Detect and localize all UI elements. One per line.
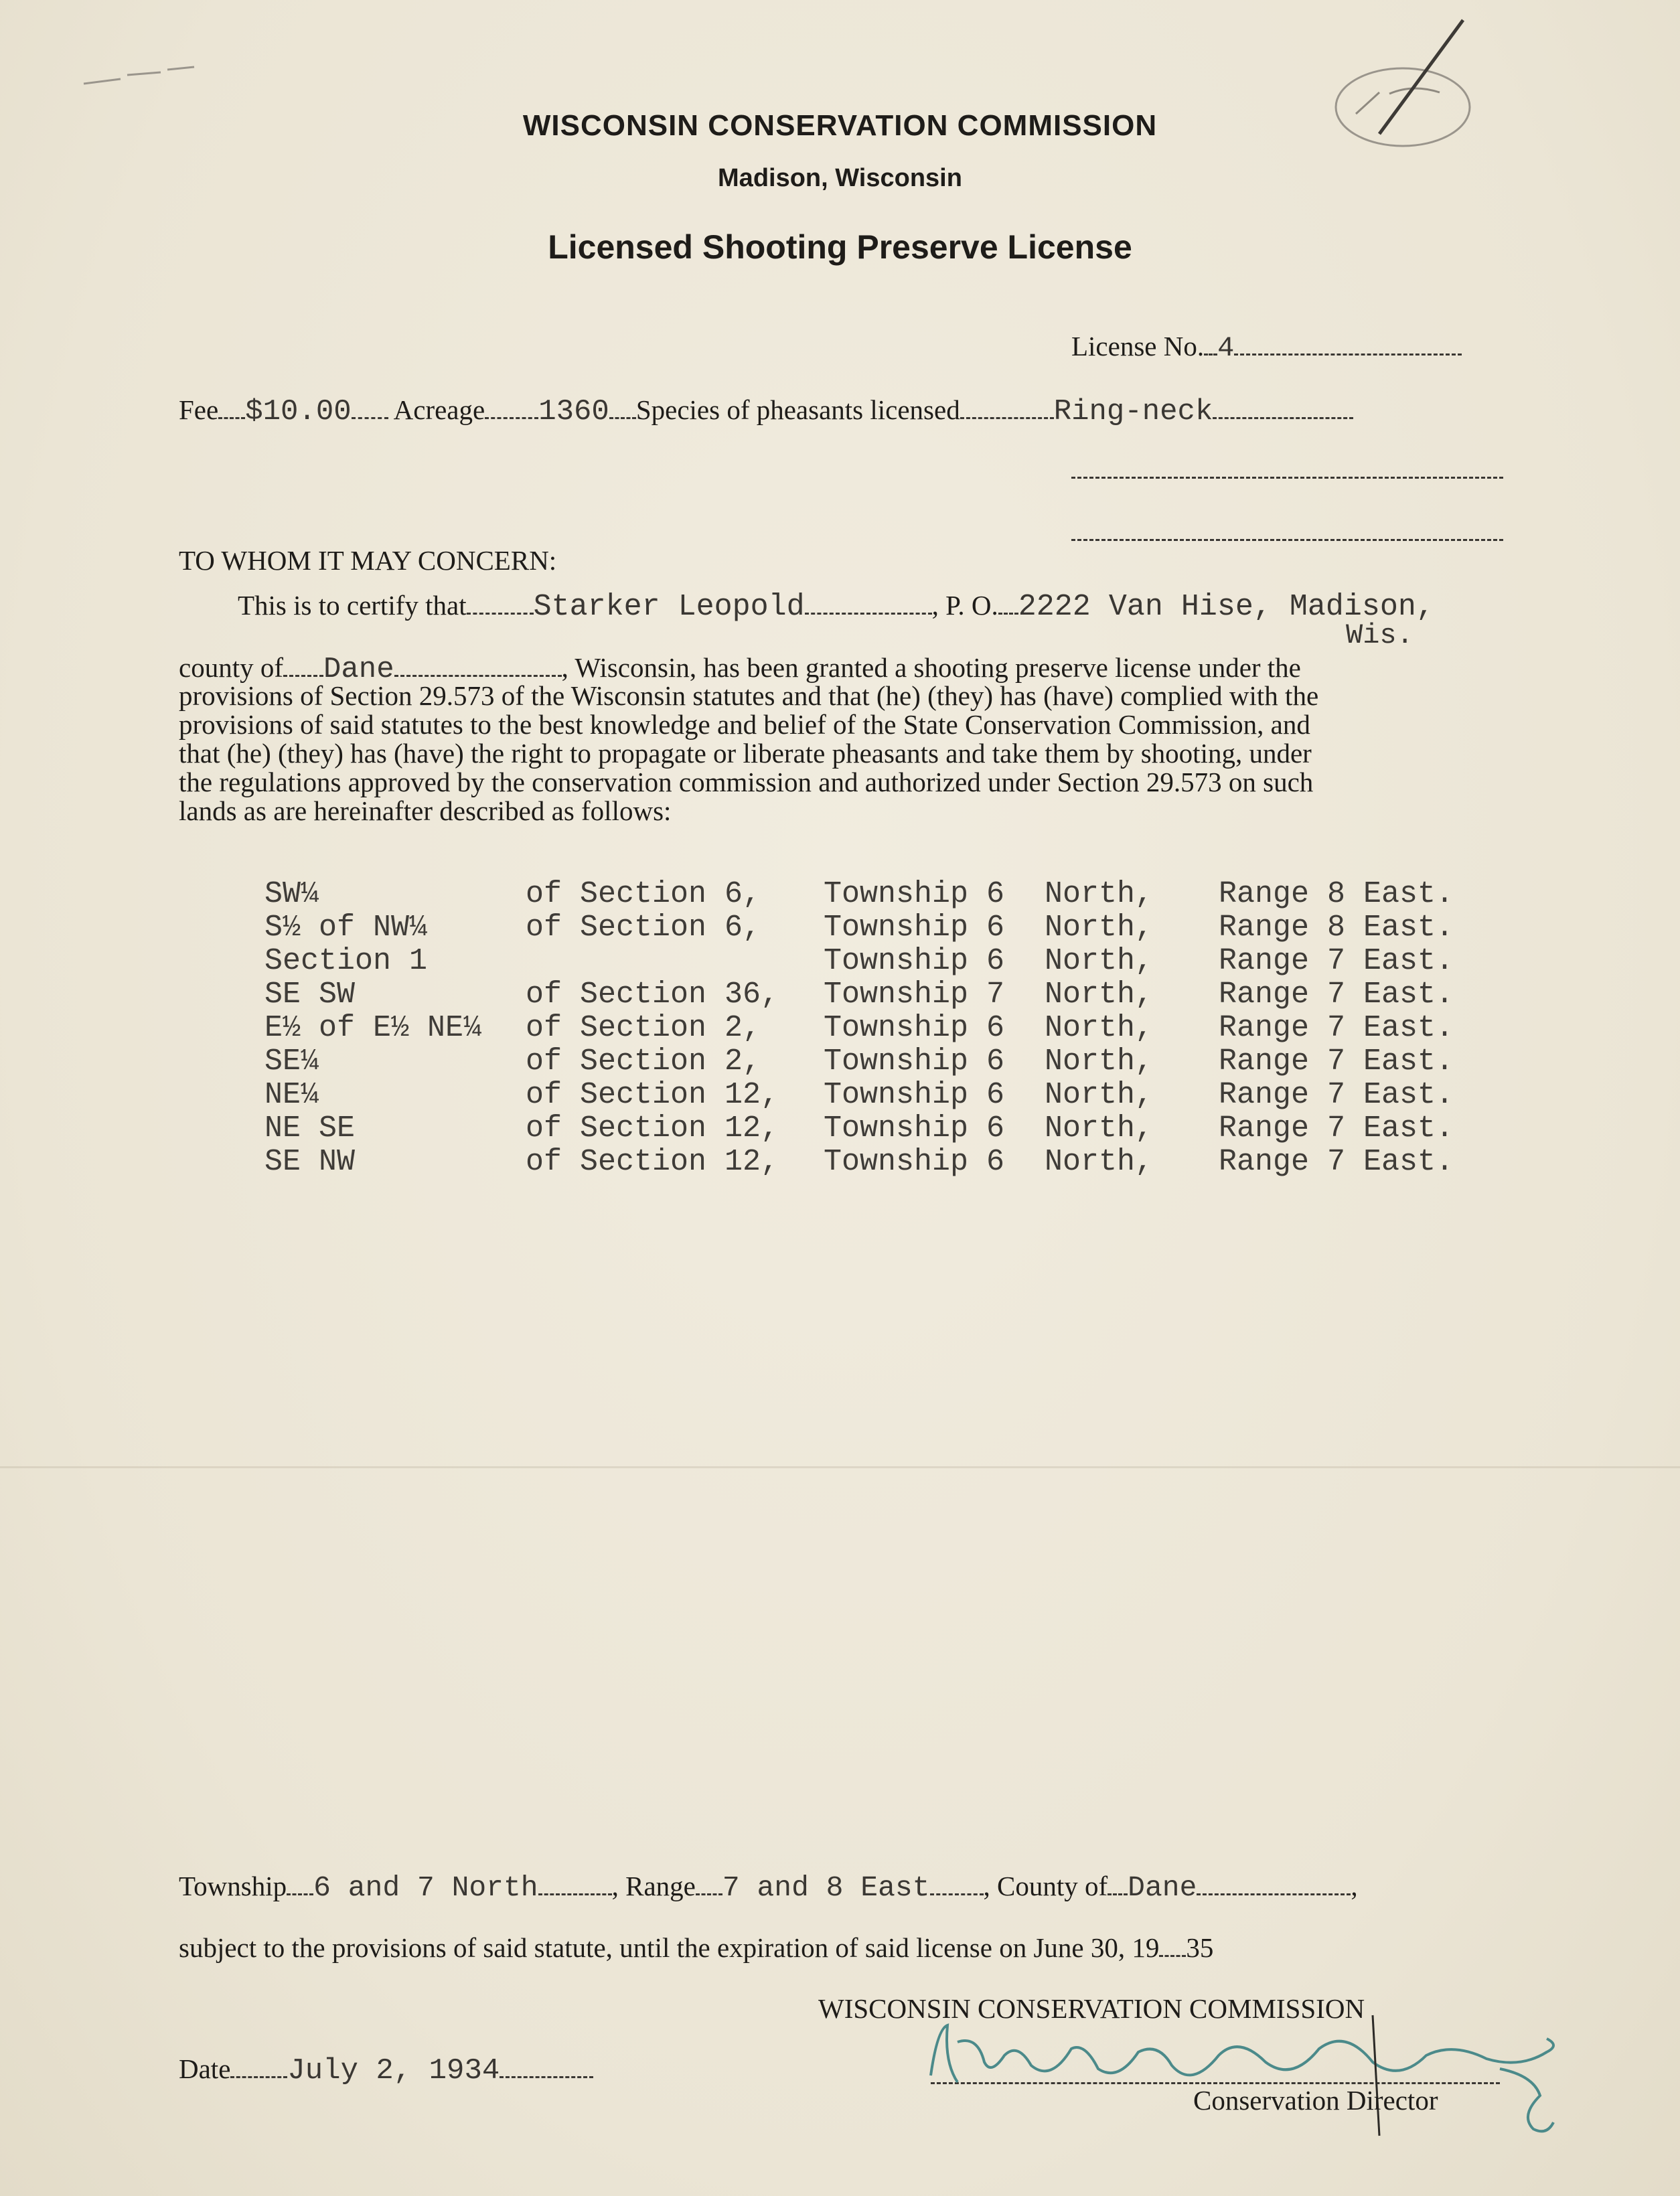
fee-line	[179, 395, 1353, 426]
date-label: Date	[179, 2053, 231, 2084]
certificate-line-4: that (he) (they) has (have) the right to propagate or liberate pheasants and take them by shooting, under	[179, 738, 1312, 769]
licensee-address: 2222 Van Hise, Madison,	[1018, 590, 1434, 624]
date-value: July 2, 1934	[287, 2054, 500, 2088]
fold-line	[0, 1466, 1680, 1468]
license-number-label: License No.	[1071, 331, 1205, 362]
range-value: 7 and 8 East	[722, 1871, 930, 1904]
certificate-line-2: provisions of Section 29.573 of the Wisconsin statutes and that (he) (they) has (have) complied with the	[179, 680, 1319, 711]
species-blank-line-2	[1071, 539, 1503, 541]
land-row: NE SE of Section 12, Township 6 North, Range 7 East.	[264, 1111, 1454, 1146]
date-line	[179, 2054, 593, 2086]
land-row: SE NW of Section 12, Township 6 North, Range 7 East.	[264, 1145, 1454, 1179]
license-title: Licensed Shooting Preserve License	[548, 228, 1132, 266]
certificate-line-3: provisions of said statutes to the best knowledge and belief of the State Conservation Commission, and	[179, 709, 1310, 740]
acreage-label: Acreage	[393, 394, 485, 425]
expiry-text: subject to the provisions of said statute, until the expiration of said license on June 30, 19	[179, 1932, 1160, 1963]
acreage-value: 1360	[538, 395, 609, 428]
land-description-list	[264, 877, 1454, 1179]
township-range-line: Township 6 and 7 North , Range 7 and 8 East , County of Dane ,	[179, 1871, 1358, 1904]
county-value: Dane	[323, 653, 394, 686]
land-row: SW¼ of Section 6, Township 6 North, Range 8 East.	[264, 877, 1454, 911]
commission-location: Madison, Wisconsin	[718, 164, 962, 192]
commission-title: WISCONSIN CONSERVATION COMMISSION	[522, 109, 1158, 142]
license-number-value: 4	[1217, 332, 1235, 364]
salutation: TO WHOM IT MAY CONCERN:	[179, 545, 557, 576]
land-row: SE SW of Section 36, Township 7 North, Range 7 East.	[264, 977, 1454, 1012]
po-label: , P. O.	[931, 590, 998, 621]
township-value: 6 and 7 North	[313, 1871, 538, 1904]
certify-line	[238, 591, 1434, 622]
director-signature	[917, 2002, 1580, 2142]
land-row: SE¼ of Section 2, Township 6 North, Range 7 East.	[264, 1044, 1454, 1079]
expiry-line	[179, 1933, 1213, 1962]
land-row: NE¼ of Section 12, Township 6 North, Range 7 East.	[264, 1078, 1454, 1112]
licensee-name: Starker Leopold	[533, 590, 805, 624]
county-line	[179, 653, 1301, 684]
pencil-mark	[80, 54, 201, 94]
license-number-line	[1071, 331, 1462, 363]
footer-county-label: , County of	[983, 1871, 1108, 1901]
county-label: county of	[179, 652, 283, 683]
land-row: S½ of NW¼ of Section 6, Township 6 North, Range 8 East.	[264, 911, 1454, 945]
county-line-rest: , Wisconsin, has been granted a shooting preserve license under the	[561, 652, 1301, 683]
certify-label: This is to certify that	[238, 590, 467, 621]
licensee-address-state: Wis.	[1346, 619, 1414, 651]
fee-label: Fee	[179, 394, 219, 425]
species-label: Species of pheasants licensed	[635, 394, 960, 425]
species-blank-line-1	[1071, 477, 1503, 479]
footer-county-value: Dane	[1128, 1871, 1197, 1904]
certificate-line-6: lands as are hereinafter described as follows:	[179, 795, 672, 826]
certificate-line-5: the regulations approved by the conservation commission and authorized under Section 29.573 on such	[179, 767, 1314, 797]
species-value: Ring-neck	[1053, 395, 1213, 428]
signatory-title: Conservation Director	[1193, 2085, 1438, 2116]
signatory-org: WISCONSIN CONSERVATION COMMISSION	[818, 1993, 1365, 2024]
township-label: Township	[179, 1871, 287, 1901]
land-row: E½ of E½ NE¼ of Section 2, Township 6 North, Range 7 East.	[264, 1011, 1454, 1045]
range-label: , Range	[611, 1871, 696, 1901]
expiry-year: 35	[1186, 1932, 1214, 1963]
land-row: Section 1 Township 6 North, Range 7 East.	[264, 944, 1454, 978]
fee-value: $10.00	[245, 395, 352, 428]
